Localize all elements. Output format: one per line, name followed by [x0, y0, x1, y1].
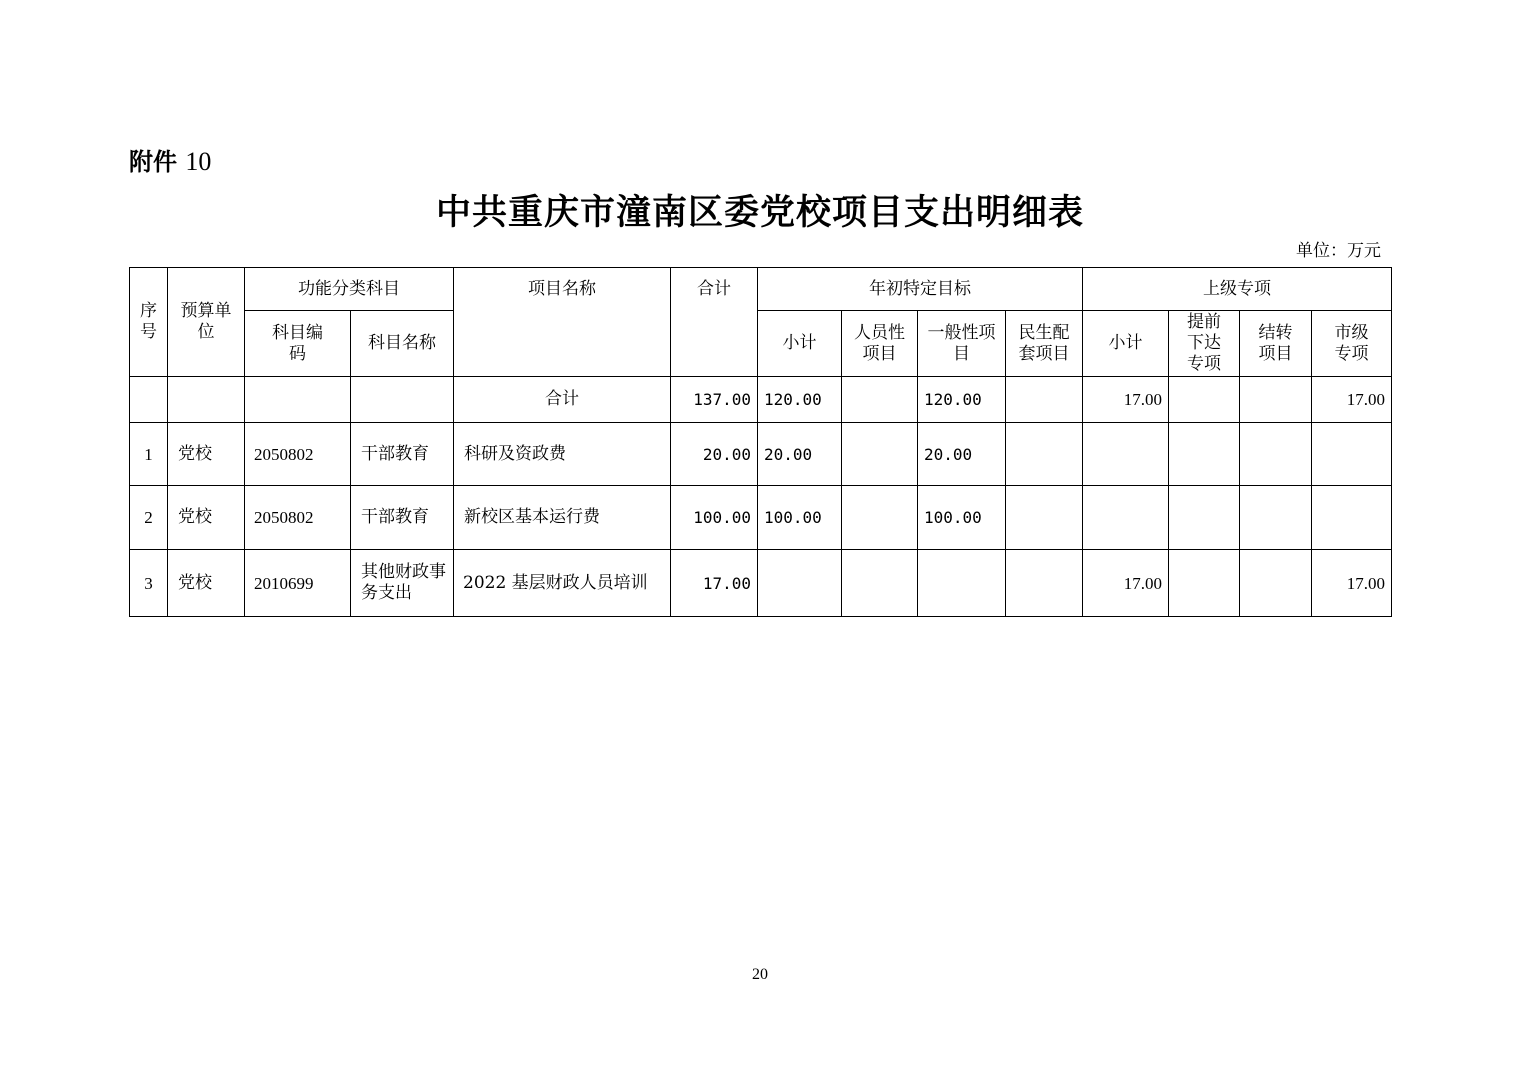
total-general: 120.00 — [918, 377, 1006, 423]
page-number: 20 — [752, 966, 768, 983]
row-subject: 干部教育 — [351, 423, 454, 486]
row-total: 20.00 — [671, 423, 758, 486]
header-code: 科目编码 — [245, 311, 351, 377]
table-row — [130, 486, 1392, 550]
attachment-prefix: 附件 — [129, 148, 177, 176]
row-carryover — [1240, 486, 1312, 550]
row-code: 2010699 — [245, 550, 351, 617]
total-city: 17.00 — [1312, 377, 1392, 423]
row-general: 100.00 — [918, 486, 1006, 550]
row-livelihood — [1006, 486, 1083, 550]
header-total: 合计 — [671, 268, 758, 311]
row-personnel — [842, 486, 918, 550]
total-subject — [351, 377, 454, 423]
row-city — [1312, 423, 1392, 486]
total-personnel — [842, 377, 918, 423]
row-advance — [1169, 486, 1240, 550]
row-general — [918, 550, 1006, 617]
total-superior-subtotal: 17.00 — [1083, 377, 1169, 423]
expenditure-table — [129, 267, 1392, 617]
header-total-blank — [671, 311, 758, 377]
total-code — [245, 377, 351, 423]
row-unit: 党校 — [168, 423, 245, 486]
header-func-class: 功能分类科目 — [245, 268, 454, 311]
row-subject: 干部教育 — [351, 486, 454, 550]
row-seq: 3 — [130, 550, 168, 617]
total-carryover — [1240, 377, 1312, 423]
row-seq: 2 — [130, 486, 168, 550]
row-unit: 党校 — [168, 550, 245, 617]
attachment-label — [129, 146, 211, 178]
header-annual-subtotal: 小计 — [758, 311, 842, 377]
row-advance — [1169, 423, 1240, 486]
row-personnel — [842, 550, 918, 617]
attachment-number: 10 — [185, 147, 212, 176]
row-superior-subtotal: 17.00 — [1083, 550, 1169, 617]
row-code: 2050802 — [245, 486, 351, 550]
header-project-name-blank — [454, 311, 671, 377]
header-project-name: 项目名称 — [454, 268, 671, 311]
total-livelihood — [1006, 377, 1083, 423]
row-city: 17.00 — [1312, 550, 1392, 617]
table-row — [130, 423, 1392, 486]
row-seq: 1 — [130, 423, 168, 486]
row-project: 2022 基层财政人员培训 — [454, 550, 671, 617]
total-unit — [168, 377, 245, 423]
row-city — [1312, 486, 1392, 550]
unit-label: 单位：万元 — [1296, 241, 1381, 261]
row-carryover — [1240, 423, 1312, 486]
header-subject-name: 科目名称 — [351, 311, 454, 377]
header-row-2 — [130, 311, 1392, 377]
row-general: 20.00 — [918, 423, 1006, 486]
row-livelihood — [1006, 423, 1083, 486]
row-superior-subtotal — [1083, 423, 1169, 486]
row-code: 2050802 — [245, 423, 351, 486]
header-row-1 — [130, 268, 1392, 311]
row-carryover — [1240, 550, 1312, 617]
row-unit: 党校 — [168, 486, 245, 550]
row-livelihood — [1006, 550, 1083, 617]
row-annual-subtotal — [758, 550, 842, 617]
row-superior-subtotal — [1083, 486, 1169, 550]
row-subject: 其他财政事务支出 — [351, 550, 454, 617]
row-advance — [1169, 550, 1240, 617]
total-total: 137.00 — [671, 377, 758, 423]
total-advance — [1169, 377, 1240, 423]
table-row — [130, 550, 1392, 617]
total-annual-subtotal: 120.00 — [758, 377, 842, 423]
header-superior-subtotal: 小计 — [1083, 311, 1169, 377]
header-general: 一般性项目 — [918, 311, 1006, 377]
row-project: 新校区基本运行费 — [454, 486, 671, 550]
header-city: 市级专项 — [1312, 311, 1392, 377]
header-seq: 序号 — [130, 268, 168, 377]
row-annual-subtotal: 20.00 — [758, 423, 842, 486]
header-advance: 提前下达专项 — [1169, 311, 1240, 377]
total-seq — [130, 377, 168, 423]
row-annual-subtotal: 100.00 — [758, 486, 842, 550]
header-superior: 上级专项 — [1083, 268, 1392, 311]
header-personnel: 人员性项目 — [842, 311, 918, 377]
page-title: 中共重庆市潼南区委党校项目支出明细表 — [435, 192, 1084, 233]
header-livelihood: 民生配套项目 — [1006, 311, 1083, 377]
row-personnel — [842, 423, 918, 486]
row-total: 17.00 — [671, 550, 758, 617]
total-label: 合计 — [454, 377, 671, 423]
header-annual-target: 年初特定目标 — [758, 268, 1083, 311]
header-budget-unit: 预算单位 — [168, 268, 245, 377]
header-carryover: 结转项目 — [1240, 311, 1312, 377]
row-total: 100.00 — [671, 486, 758, 550]
row-project: 科研及资政费 — [454, 423, 671, 486]
total-row — [130, 377, 1392, 423]
